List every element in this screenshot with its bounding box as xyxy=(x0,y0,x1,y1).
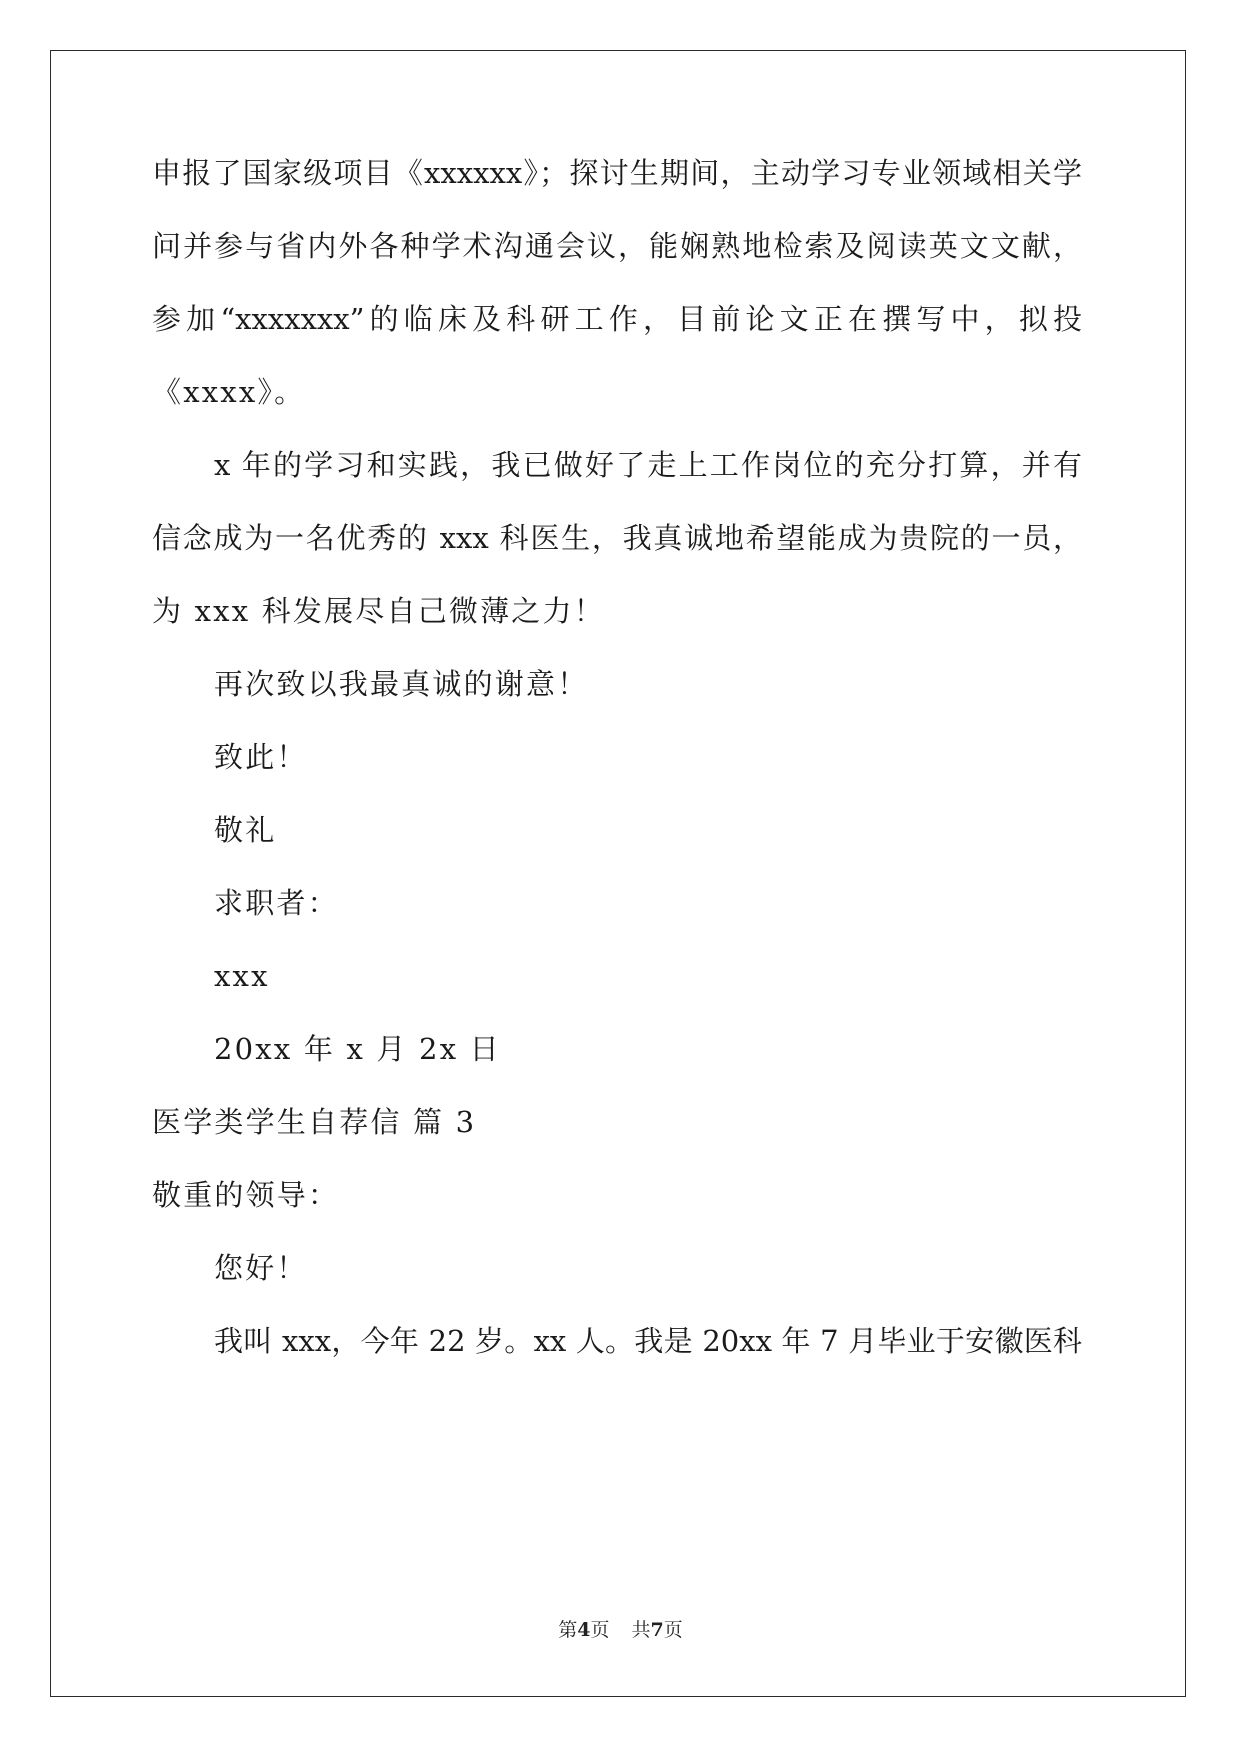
paragraph-line: 参加“xxxxxxx”的临床及科研工作，目前论文正在撰写中，拟投 xyxy=(152,302,1082,336)
greeting-recipient: 敬重的领导： xyxy=(152,1178,340,1212)
paragraph-line: 申报了国家级项目《xxxxxx》；探讨生期间，主动学习专业领域相关学 xyxy=(152,156,1082,190)
closing-line: 致此！ xyxy=(214,740,308,774)
paragraph-line: 问并参与省内外各种学术沟通会议，能娴熟地检索及阅读英文文献， xyxy=(152,229,1082,263)
total-prefix: 共 xyxy=(631,1619,651,1641)
paragraph-line: 为 xxx 科发展尽自己微薄之力！ xyxy=(152,594,605,628)
applicant-label: 求职者： xyxy=(214,886,339,920)
page-footer xyxy=(0,1618,1241,1642)
applicant-name: xxx xyxy=(214,959,270,993)
thanks-line: 再次致以我最真诚的谢意！ xyxy=(214,667,589,701)
page-prefix: 第 xyxy=(558,1619,578,1641)
salute-line: 敬礼 xyxy=(214,813,277,847)
greeting-line: 您好！ xyxy=(214,1251,308,1285)
total-page-number: 7 xyxy=(650,1619,664,1641)
page-unit: 页 xyxy=(590,1619,610,1641)
paragraph-line: 信念成为一名优秀的 xxx 科医生，我真诚地希望能成为贵院的一员， xyxy=(152,521,1082,555)
current-page-number: 4 xyxy=(577,1619,591,1641)
total-unit: 页 xyxy=(663,1619,683,1641)
paragraph-line: 我叫 xxx，今年 22 岁。xx 人。我是 20xx 年 7 月毕业于安徽医科 xyxy=(214,1324,1082,1358)
paragraph-line: x 年的学习和实践，我已做好了走上工作岗位的充分打算，并有 xyxy=(214,448,1082,482)
paragraph-line: 《xxxx》。 xyxy=(152,375,306,409)
page-border xyxy=(50,50,1186,1697)
letter-date: 20xx 年 x 月 2x 日 xyxy=(214,1032,501,1066)
section-heading: 医学类学生自荐信 篇 3 xyxy=(152,1105,477,1139)
